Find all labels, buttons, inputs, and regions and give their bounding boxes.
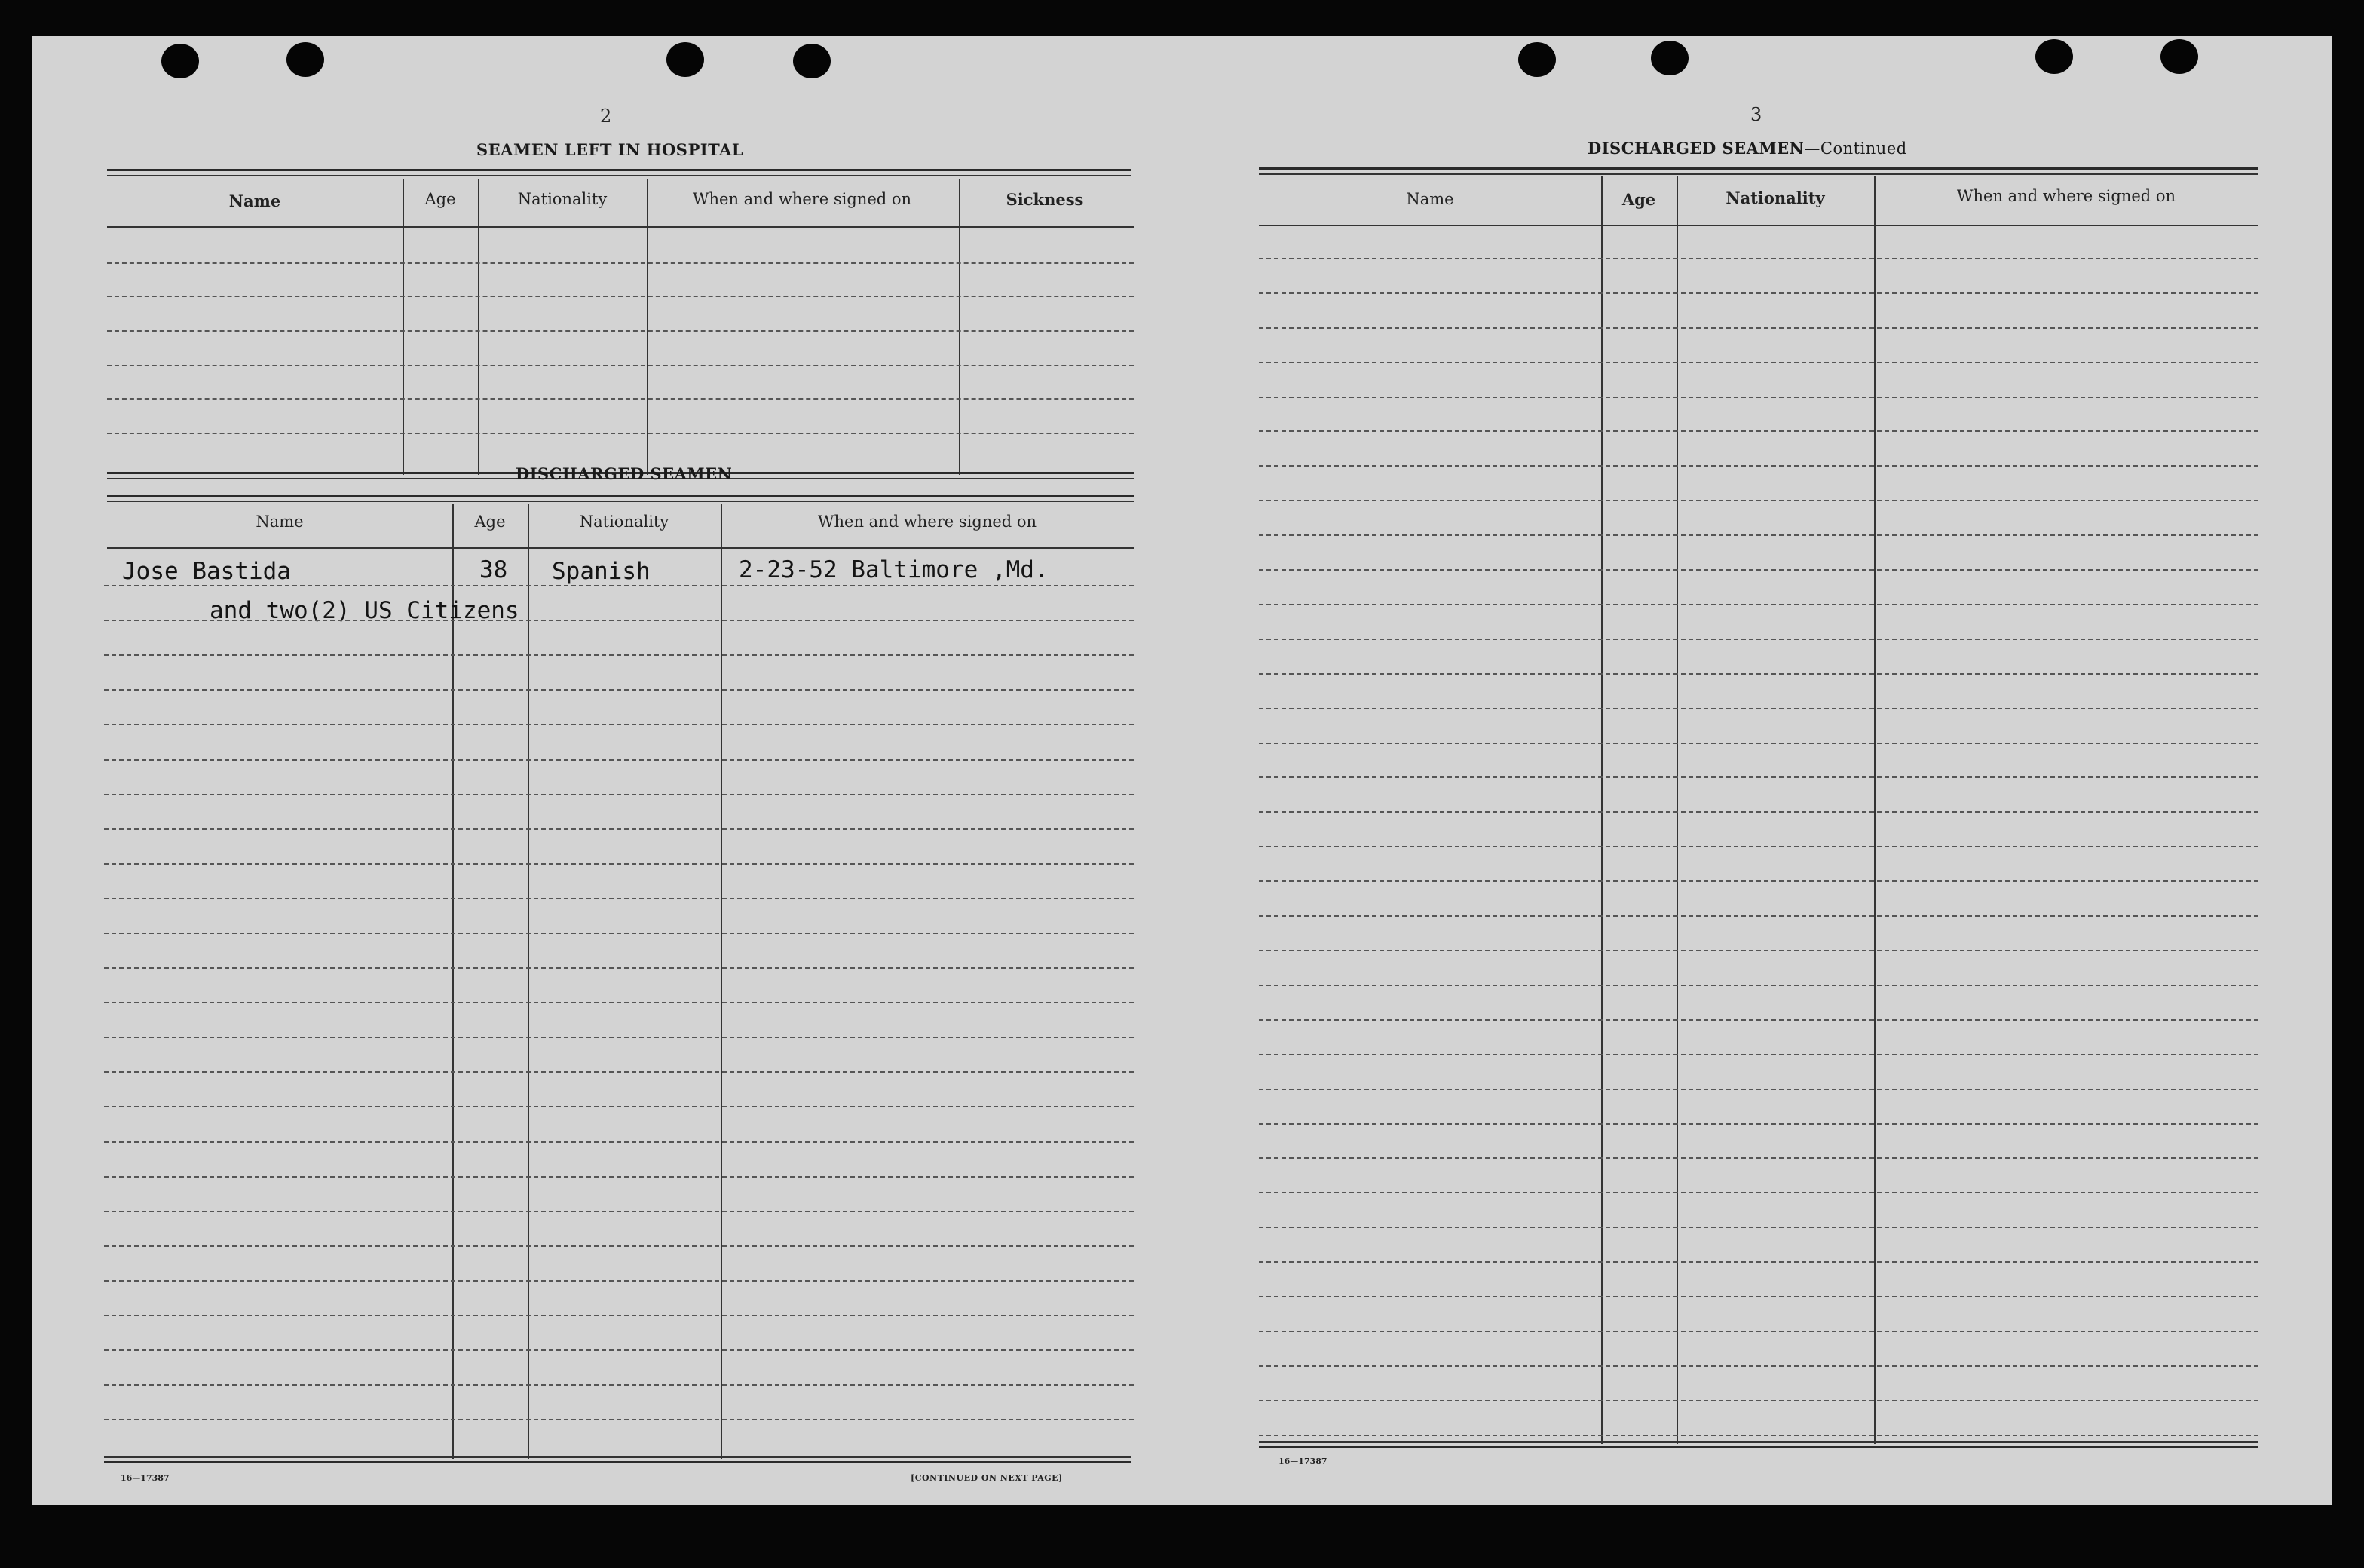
right-col-divider bbox=[1677, 176, 1678, 1444]
row-line bbox=[1259, 743, 2258, 744]
right-header-nationality: Nationality bbox=[1726, 188, 1825, 207]
discharged-bottom-rule-2 bbox=[104, 1461, 1131, 1463]
row-line bbox=[1259, 673, 2258, 675]
row-line bbox=[104, 828, 1134, 830]
row-line bbox=[104, 1002, 1134, 1003]
row-line bbox=[1259, 776, 2258, 778]
punch-hole bbox=[286, 42, 324, 77]
row-line bbox=[104, 620, 1134, 621]
right-page-number: 3 bbox=[1750, 104, 1762, 125]
row-line bbox=[1259, 1192, 2258, 1193]
row-line bbox=[1259, 1400, 2258, 1401]
hospital-row-line bbox=[107, 296, 1134, 297]
punch-hole bbox=[1518, 42, 1556, 77]
row-line bbox=[104, 1419, 1134, 1420]
hospital-header-age: Age bbox=[424, 190, 456, 208]
row-line bbox=[104, 724, 1134, 725]
discharged-header-nationality: Nationality bbox=[579, 513, 669, 531]
row-line bbox=[104, 654, 1134, 656]
row-line bbox=[104, 967, 1134, 969]
row-line bbox=[104, 585, 1134, 586]
row-line bbox=[104, 1211, 1134, 1212]
row-line bbox=[1259, 362, 2258, 363]
row-line bbox=[1259, 604, 2258, 605]
hospital-col-divider bbox=[478, 179, 479, 475]
row-line bbox=[1259, 1019, 2258, 1021]
hospital-col-divider bbox=[403, 179, 404, 475]
right-header-age: Age bbox=[1621, 190, 1656, 209]
hospital-header-name: Name bbox=[228, 191, 281, 210]
seaman-note: and two(2) US Citizens bbox=[210, 597, 519, 624]
row-line bbox=[1259, 985, 2258, 986]
row-line bbox=[1259, 430, 2258, 432]
hospital-row-line bbox=[107, 398, 1134, 400]
row-line bbox=[1259, 811, 2258, 813]
row-line bbox=[1259, 1089, 2258, 1090]
row-line bbox=[104, 1315, 1134, 1316]
hospital-section-title: SEAMEN LEFT IN HOSPITAL bbox=[476, 140, 744, 159]
row-line bbox=[1259, 258, 2258, 259]
hospital-row-line bbox=[107, 262, 1134, 264]
hospital-row-line bbox=[107, 365, 1134, 366]
left-form-number: 16—17387 bbox=[121, 1473, 170, 1483]
row-line bbox=[1259, 1227, 2258, 1228]
right-form-number: 16—17387 bbox=[1278, 1456, 1327, 1466]
row-line bbox=[104, 1071, 1134, 1073]
row-line bbox=[104, 759, 1134, 761]
discharged-top-rule-2 bbox=[107, 501, 1134, 502]
right-bottom-rule-2 bbox=[1259, 1446, 2258, 1448]
row-line bbox=[104, 1349, 1134, 1351]
right-header-rule bbox=[1259, 225, 2258, 226]
row-line bbox=[1259, 1365, 2258, 1367]
right-section-title-text: DISCHARGED SEAMEN bbox=[1588, 139, 1805, 158]
row-line bbox=[1259, 1435, 2258, 1436]
row-line bbox=[1259, 292, 2258, 294]
continued-note: [CONTINUED ON NEXT PAGE] bbox=[911, 1473, 1063, 1483]
hospital-header-signed-on: When and where signed on bbox=[692, 190, 912, 208]
row-line bbox=[1259, 915, 2258, 917]
row-line bbox=[1259, 1123, 2258, 1125]
row-line bbox=[104, 1106, 1134, 1107]
punch-hole bbox=[2035, 39, 2073, 74]
right-bottom-rule bbox=[1259, 1441, 2258, 1443]
punch-hole bbox=[793, 44, 831, 78]
row-line bbox=[1259, 708, 2258, 709]
hospital-header-rule bbox=[107, 226, 1134, 228]
punch-hole bbox=[161, 44, 199, 78]
form-sheet bbox=[32, 36, 2332, 1505]
row-line bbox=[104, 898, 1134, 899]
row-line bbox=[1259, 534, 2258, 536]
row-line bbox=[1259, 569, 2258, 571]
row-line bbox=[1259, 639, 2258, 640]
row-line bbox=[104, 1037, 1134, 1038]
hospital-header-sickness: Sickness bbox=[1006, 190, 1084, 209]
row-line bbox=[104, 689, 1134, 691]
row-line bbox=[1259, 1261, 2258, 1263]
right-top-rule bbox=[1259, 167, 2258, 170]
right-header-signed-on: When and where signed on bbox=[1956, 187, 2176, 205]
hospital-col-divider bbox=[647, 179, 648, 475]
row-line bbox=[1259, 846, 2258, 847]
seaman-signed-on: 2-23-52 Baltimore ,Md. bbox=[739, 556, 1049, 583]
punch-hole bbox=[1651, 41, 1689, 75]
discharged-header-rule bbox=[107, 547, 1134, 549]
row-line bbox=[104, 863, 1134, 865]
row-line bbox=[1259, 1296, 2258, 1297]
row-line bbox=[104, 794, 1134, 795]
row-line bbox=[1259, 397, 2258, 398]
row-line bbox=[104, 1141, 1134, 1143]
right-col-divider bbox=[1601, 176, 1603, 1444]
discharged-section-title: DISCHARGED SEAMEN bbox=[516, 464, 733, 483]
row-line bbox=[1259, 880, 2258, 882]
row-line bbox=[1259, 465, 2258, 467]
row-line bbox=[104, 1176, 1134, 1178]
hospital-col-divider bbox=[959, 179, 960, 475]
hospital-row-line bbox=[107, 330, 1134, 332]
row-line bbox=[1259, 327, 2258, 329]
right-top-rule-2 bbox=[1259, 173, 2258, 175]
discharged-header-name: Name bbox=[256, 513, 304, 531]
right-section-title-suffix: —Continued bbox=[1804, 139, 1907, 158]
right-section-title bbox=[1588, 139, 1907, 158]
hospital-top-rule bbox=[107, 169, 1131, 171]
hospital-top-rule-2 bbox=[107, 175, 1131, 176]
punch-hole bbox=[2160, 39, 2198, 74]
discharged-header-age: Age bbox=[474, 513, 506, 531]
row-line bbox=[1259, 1331, 2258, 1332]
right-header-name: Name bbox=[1406, 190, 1454, 208]
row-line bbox=[1259, 950, 2258, 951]
hospital-header-nationality: Nationality bbox=[517, 190, 608, 208]
row-line bbox=[1259, 500, 2258, 501]
seaman-nationality: Spanish bbox=[552, 558, 651, 585]
row-line bbox=[104, 1384, 1134, 1386]
discharged-header-signed-on: When and where signed on bbox=[817, 513, 1037, 531]
row-line bbox=[1259, 1054, 2258, 1055]
row-line bbox=[1259, 1157, 2258, 1159]
discharged-top-rule bbox=[107, 495, 1134, 497]
seaman-name: Jose Bastida bbox=[122, 558, 291, 585]
punch-hole bbox=[666, 42, 704, 77]
row-line bbox=[104, 933, 1134, 934]
left-page-number: 2 bbox=[600, 106, 612, 127]
seaman-age: 38 bbox=[479, 556, 508, 583]
hospital-row-line bbox=[107, 433, 1134, 434]
right-col-divider bbox=[1874, 176, 1876, 1444]
row-line bbox=[104, 1245, 1134, 1247]
row-line bbox=[104, 1280, 1134, 1282]
discharged-bottom-rule bbox=[104, 1456, 1131, 1458]
